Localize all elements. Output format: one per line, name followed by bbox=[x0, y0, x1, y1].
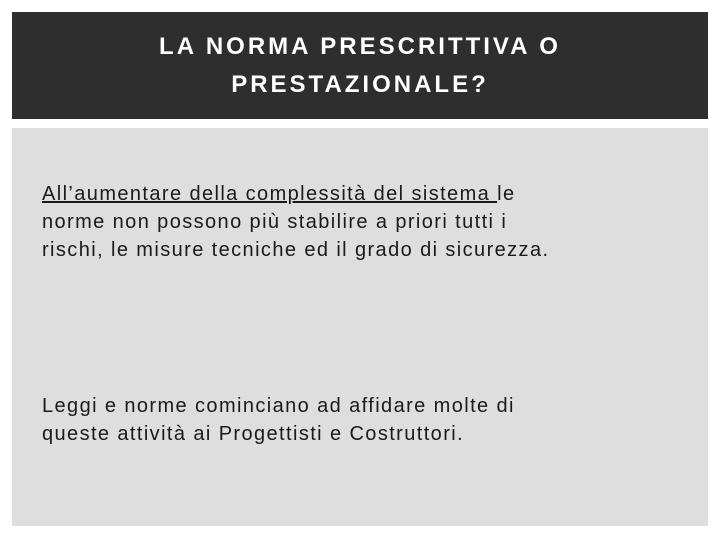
line-1-rest: le bbox=[497, 183, 516, 205]
underlined-phrase: All’aumentare della complessità del sistema bbox=[42, 183, 498, 205]
slide-title-bar bbox=[12, 12, 708, 119]
paragraph-laws bbox=[42, 392, 692, 448]
slide-content-panel bbox=[12, 128, 708, 526]
paragraph-complexity bbox=[42, 180, 692, 264]
paragraph-laws-line-1: Leggi e norme cominciano ad affidare molte di bbox=[42, 395, 515, 417]
slide-title-line-2: PRESTAZIONALE? bbox=[231, 70, 489, 98]
slide-title bbox=[159, 28, 561, 104]
paragraph-complexity-line-3: rischi, le misure tecniche ed il grado di sicurezza. bbox=[42, 239, 550, 261]
paragraph-laws-line-2: queste attività ai Progettisti e Costruttori. bbox=[42, 423, 465, 445]
paragraph-complexity-line-2: norme non possono più stabilire a priori tutti i bbox=[42, 211, 508, 233]
slide-title-line-1: LA NORMA PRESCRITTIVA O bbox=[159, 32, 561, 60]
paragraph-complexity-line-1 bbox=[42, 180, 692, 208]
